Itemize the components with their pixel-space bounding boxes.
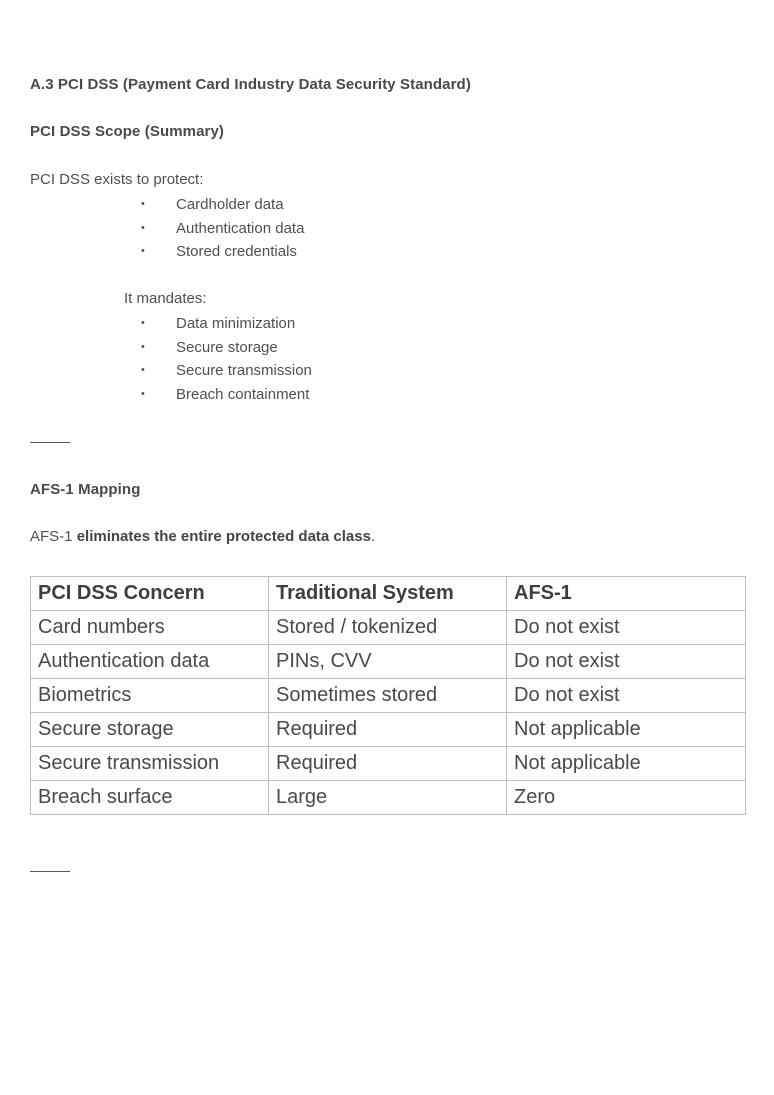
list-item xyxy=(141,217,305,241)
list-item-label: Secure transmission xyxy=(176,362,312,380)
table-cell: Do not exist xyxy=(507,611,746,645)
table-cell: Authentication data xyxy=(31,645,269,679)
list-item-label: Authentication data xyxy=(176,219,305,237)
bullet-icon: • xyxy=(141,198,145,210)
bullet-icon: • xyxy=(141,245,145,258)
list-item-label: Cardholder data xyxy=(176,196,284,213)
protects-list xyxy=(141,193,305,264)
column-header: PCI DSS Concern xyxy=(31,577,269,611)
list-item-label: Stored credentials xyxy=(176,243,297,261)
column-header: Traditional System xyxy=(269,577,507,611)
table-cell: Stored / tokenized xyxy=(269,611,507,645)
list-item xyxy=(141,383,312,407)
bullet-icon: • xyxy=(141,364,145,377)
list-item-label: Data minimization xyxy=(176,315,296,332)
table-cell: PINs, CVV xyxy=(269,645,507,679)
table-cell: Card numbers xyxy=(31,611,269,645)
table-cell: Required xyxy=(269,747,507,781)
bullet-icon: • xyxy=(141,388,145,401)
list-item xyxy=(141,312,312,336)
mapping-intro xyxy=(30,528,375,545)
mapping-intro-prefix: AFS-1 xyxy=(30,528,77,545)
table-cell: Zero xyxy=(507,781,746,815)
table-cell: Do not exist xyxy=(507,645,746,679)
table-cell: Not applicable xyxy=(507,713,746,747)
scope-heading: PCI DSS Scope (Summary) xyxy=(30,123,225,140)
mandates-list xyxy=(141,312,312,407)
list-item xyxy=(141,193,304,217)
section-divider xyxy=(30,442,70,443)
table-cell: Not applicable xyxy=(507,747,746,781)
mapping-intro-suffix: . xyxy=(370,528,376,545)
list-item xyxy=(141,359,312,383)
column-header: AFS-1 xyxy=(507,577,746,611)
bullet-icon: • xyxy=(141,317,145,329)
list-item-label: Secure storage xyxy=(176,338,278,356)
table-cell: Secure transmission xyxy=(31,747,269,781)
bullet-icon: • xyxy=(141,340,145,353)
section-title: A.3 PCI DSS (Payment Card Industry Data Security Standard) xyxy=(30,76,471,93)
table-cell: Sometimes stored xyxy=(269,679,507,713)
table-row xyxy=(31,781,746,815)
table-header-row xyxy=(31,577,746,611)
list-item xyxy=(141,336,312,360)
table-row xyxy=(31,611,746,645)
table-cell: Required xyxy=(269,713,507,747)
table-cell: Do not exist xyxy=(507,679,746,713)
list-item xyxy=(141,240,304,264)
bullet-icon: • xyxy=(141,221,145,234)
section-divider xyxy=(30,871,70,872)
scope-intro: PCI DSS exists to protect: xyxy=(30,171,204,188)
mapping-heading: AFS-1 Mapping xyxy=(30,481,141,498)
table-cell: Large xyxy=(269,781,507,815)
table-cell: Secure storage xyxy=(31,713,269,747)
table-row xyxy=(31,713,746,747)
list-item-label: Breach containment xyxy=(176,386,310,404)
mapping-intro-emphasis: eliminates the entire protected data class xyxy=(76,528,371,545)
table-cell: Biometrics xyxy=(31,679,269,713)
mandates-label: It mandates: xyxy=(124,290,207,307)
mapping-table xyxy=(30,576,746,815)
table-row xyxy=(31,747,746,781)
table-cell: Breach surface xyxy=(31,781,269,815)
table-row xyxy=(31,645,746,679)
table-row xyxy=(31,679,746,713)
